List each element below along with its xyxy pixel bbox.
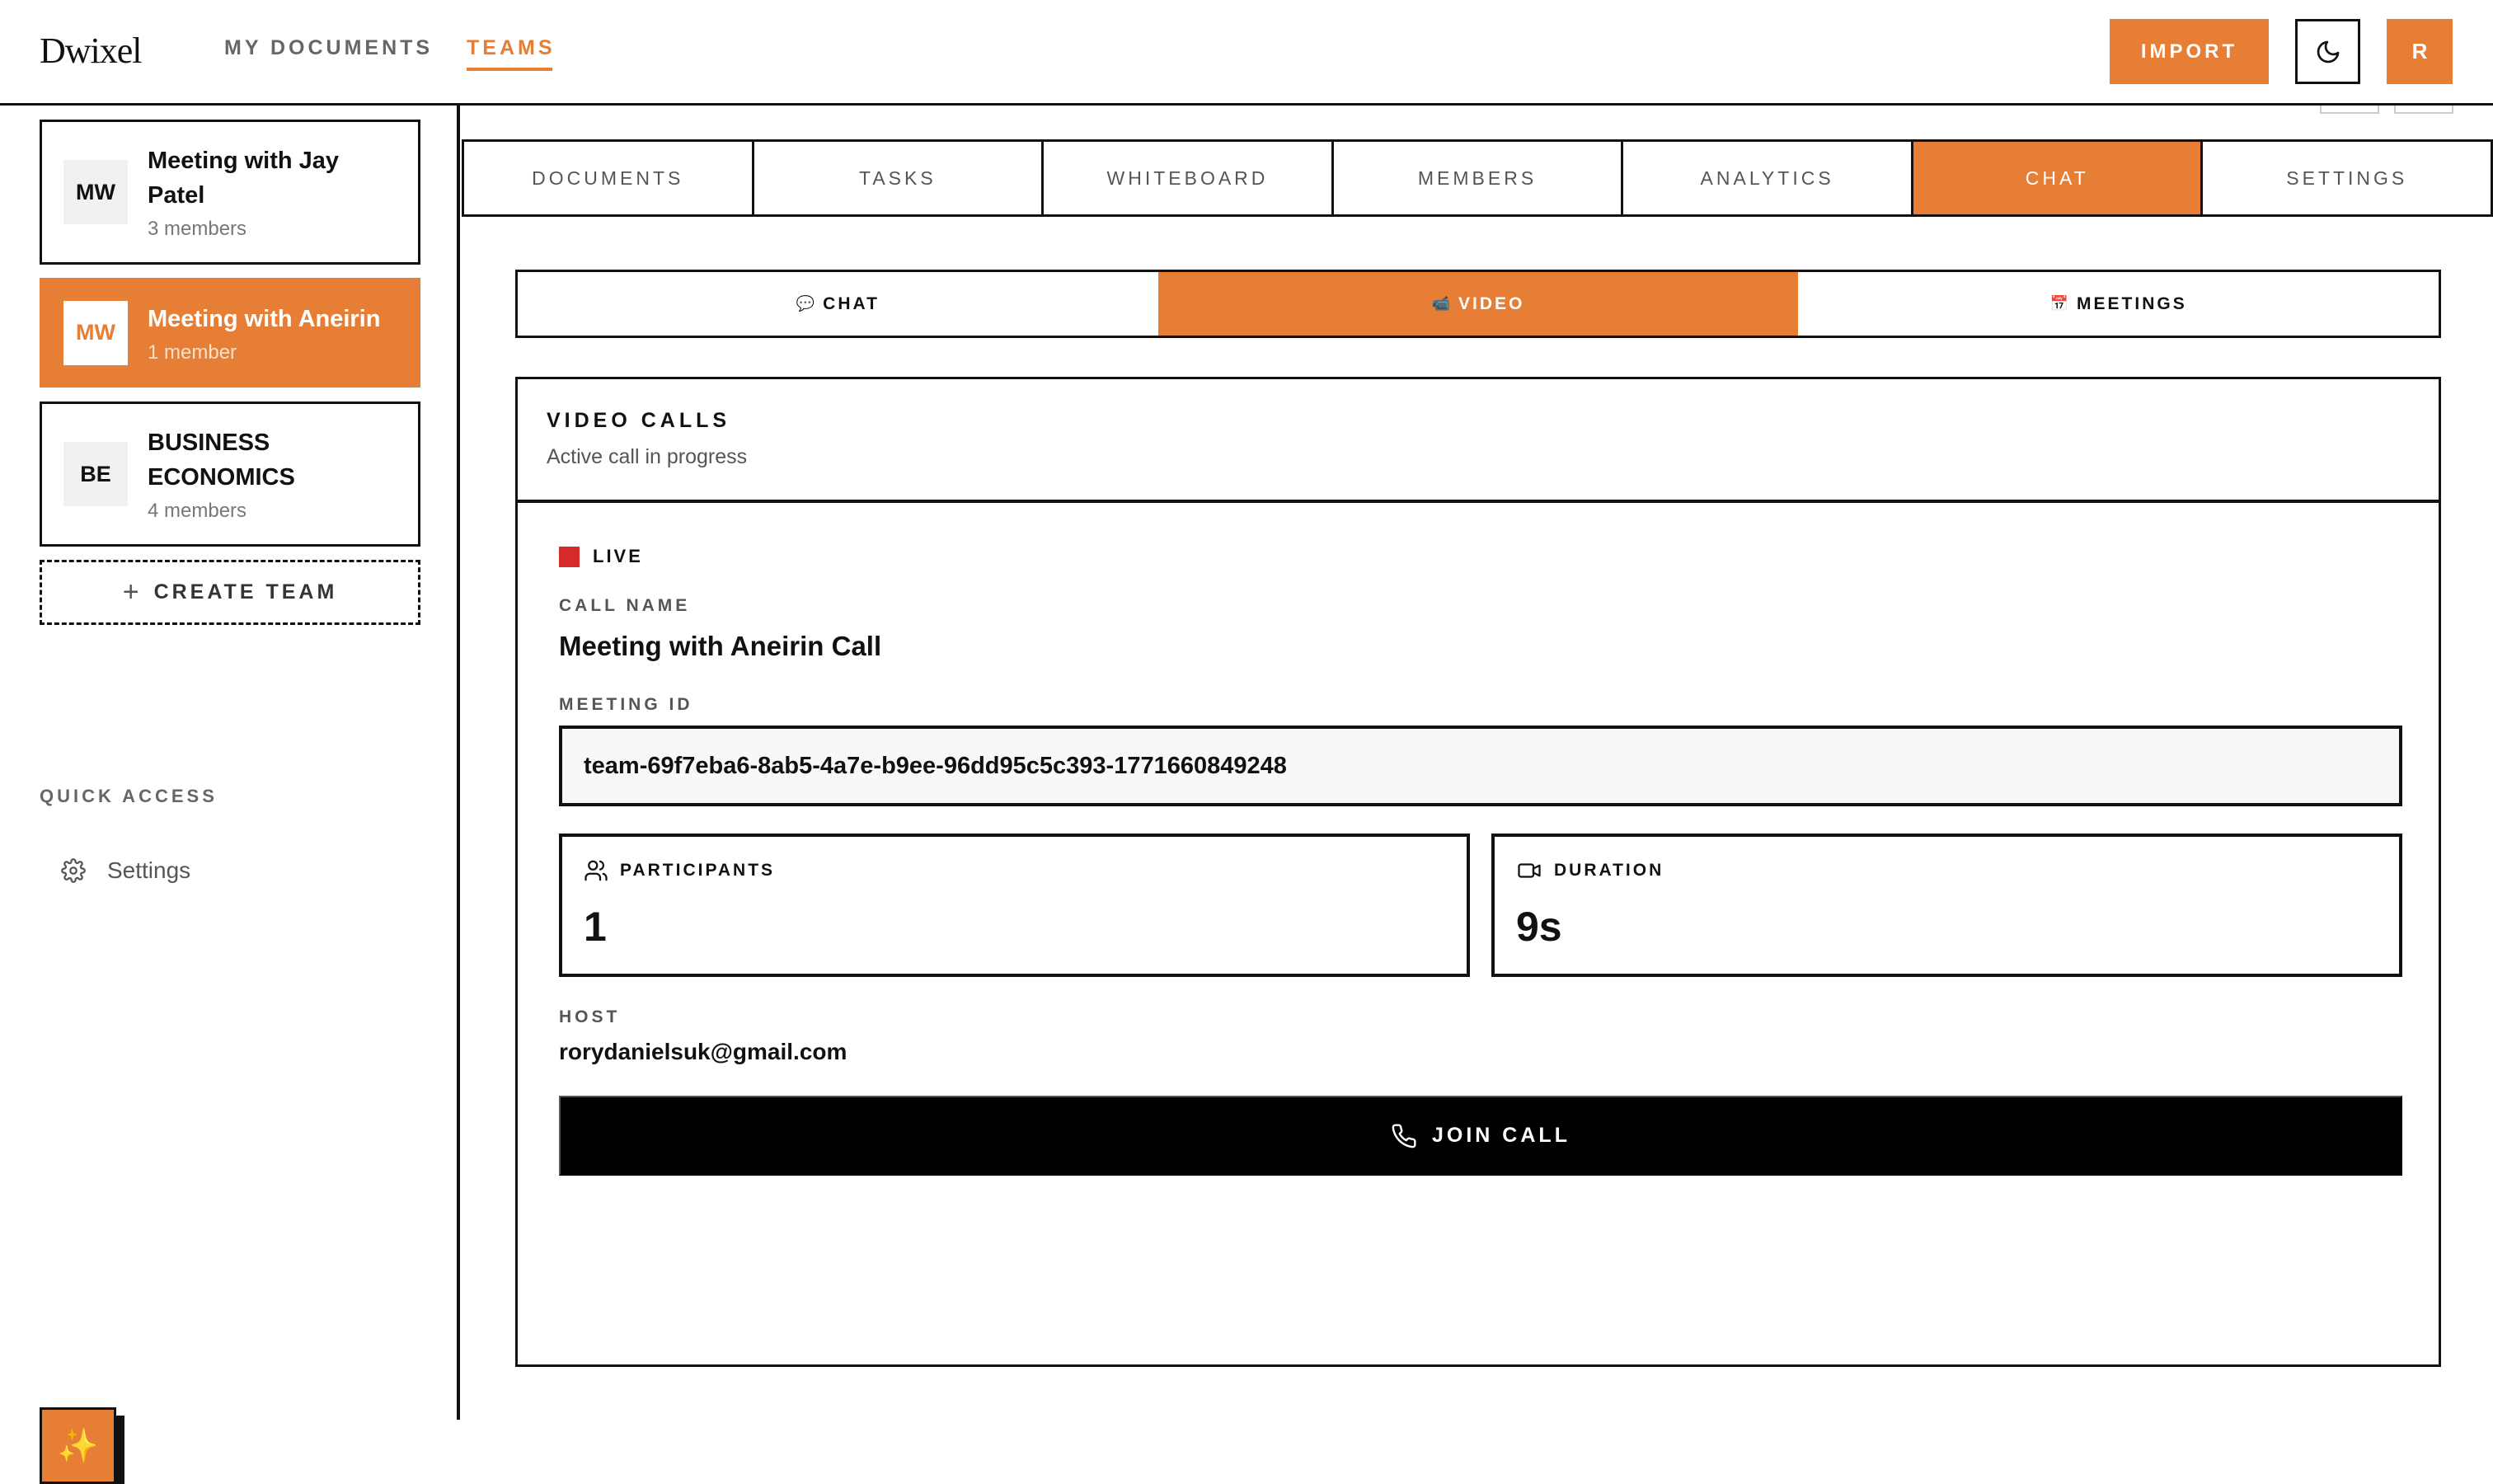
phone-icon [1391, 1123, 1417, 1149]
team-member-count: 4 members [148, 500, 247, 522]
team-name [148, 425, 295, 495]
participants-label: PARTICIPANTS [620, 861, 776, 880]
video-camera-icon: 📹 [1431, 295, 1451, 312]
live-indicator [559, 546, 643, 567]
host-email: rorydanielsuk@gmail.com [559, 1039, 847, 1064]
team-card[interactable] [40, 402, 420, 547]
user-avatar[interactable]: R [2387, 19, 2453, 84]
subtab-video-label: VIDEO [1458, 294, 1525, 313]
tab-analytics[interactable]: ANALYTICS [1621, 139, 1913, 217]
nav-teams[interactable] [467, 36, 556, 60]
team-name: Meeting with Aneirin [148, 305, 381, 332]
create-team-label: CREATE TEAM [153, 580, 338, 603]
team-member-count: 3 members [148, 218, 247, 240]
live-dot-icon [559, 547, 580, 567]
team-card-active[interactable] [40, 278, 420, 387]
team-name-line1: BUSINESS [148, 430, 270, 456]
team-initials: MW [63, 160, 128, 224]
calendar-icon: 📅 [2049, 295, 2069, 312]
moon-icon [2315, 39, 2341, 65]
ai-assistant-button[interactable] [40, 1407, 116, 1484]
create-team-button[interactable] [40, 560, 420, 625]
subtab-meetings[interactable] [1798, 272, 2439, 336]
sparkles-icon: ✨ [57, 1428, 99, 1464]
tab-tasks[interactable]: TASKS [752, 139, 1045, 217]
speech-bubble-icon: 💬 [796, 295, 815, 312]
subtab-video[interactable] [1158, 272, 1799, 336]
subtab-chat-label: CHAT [823, 294, 880, 313]
meeting-id-field[interactable]: team-69f7eba6-8ab5-4a7e-b9ee-96dd95c5c393-1771660849248 [559, 726, 2402, 806]
team-info [148, 302, 380, 364]
participants-card [559, 834, 1470, 977]
panel-header [518, 379, 2439, 503]
tab-settings[interactable]: SETTINGS [2200, 139, 2493, 217]
tab-documents[interactable]: DOCUMENTS [462, 139, 754, 217]
tab-whiteboard[interactable]: WHITEBOARD [1041, 139, 1334, 217]
team-name-line2: ECONOMICS [148, 464, 295, 491]
tab-chat[interactable]: CHAT [1911, 139, 2204, 217]
toolbar-button-partial[interactable] [2394, 106, 2453, 114]
team-name-line2: Patel [148, 182, 205, 209]
users-icon [584, 858, 608, 883]
sidebar [0, 106, 460, 1464]
subtab-chat[interactable] [518, 272, 1158, 336]
join-call-label: JOIN CALL [1432, 1124, 1570, 1147]
tab-members[interactable]: MEMBERS [1331, 139, 1624, 217]
participants-count: 1 [584, 904, 607, 950]
nav-teams-label: TEAMS [467, 36, 556, 59]
call-name-label: CALL NAME [559, 596, 691, 615]
host-label: HOST [559, 1007, 621, 1026]
live-label: LIVE [593, 546, 643, 566]
app-logo[interactable]: Dwixel [40, 31, 142, 71]
team-member-count: 1 member [148, 340, 237, 364]
video-icon [1516, 858, 1542, 883]
team-name-line1: Meeting with Jay [148, 148, 340, 174]
chat-subtabs [515, 270, 2441, 338]
gear-icon [61, 858, 86, 883]
call-name-value: Meeting with Aneirin Call [559, 631, 882, 661]
video-calls-panel [515, 377, 2441, 1367]
nav-active-underline [467, 68, 552, 71]
duration-value: 9s [1516, 904, 1562, 950]
team-info [148, 143, 339, 241]
meeting-id-label: MEETING ID [559, 695, 693, 714]
theme-toggle-button[interactable] [2295, 19, 2360, 84]
panel-title: VIDEO CALLS [547, 409, 731, 432]
import-button[interactable]: IMPORT [2110, 19, 2269, 84]
top-header [0, 0, 2493, 106]
team-tabs [462, 139, 2493, 217]
duration-card [1491, 834, 2402, 977]
quick-access-settings[interactable] [61, 857, 190, 884]
quick-access-settings-label: Settings [107, 857, 191, 883]
team-initials: BE [63, 442, 128, 506]
team-info [148, 425, 295, 523]
plus-icon: + [122, 576, 139, 608]
quick-access-heading: QUICK ACCESS [40, 786, 218, 806]
duration-label: DURATION [1554, 861, 1664, 880]
team-card[interactable] [40, 120, 420, 265]
duration-heading [1516, 858, 1664, 883]
team-initials: MW [63, 301, 128, 365]
subtab-meetings-label: MEETINGS [2077, 294, 2187, 313]
toolbar-button-partial[interactable] [2320, 106, 2379, 114]
team-name [148, 143, 339, 213]
nav-my-documents[interactable]: MY DOCUMENTS [224, 36, 434, 59]
join-call-button[interactable] [559, 1096, 2402, 1176]
participants-heading [584, 858, 775, 883]
panel-subtitle: Active call in progress [547, 445, 748, 468]
